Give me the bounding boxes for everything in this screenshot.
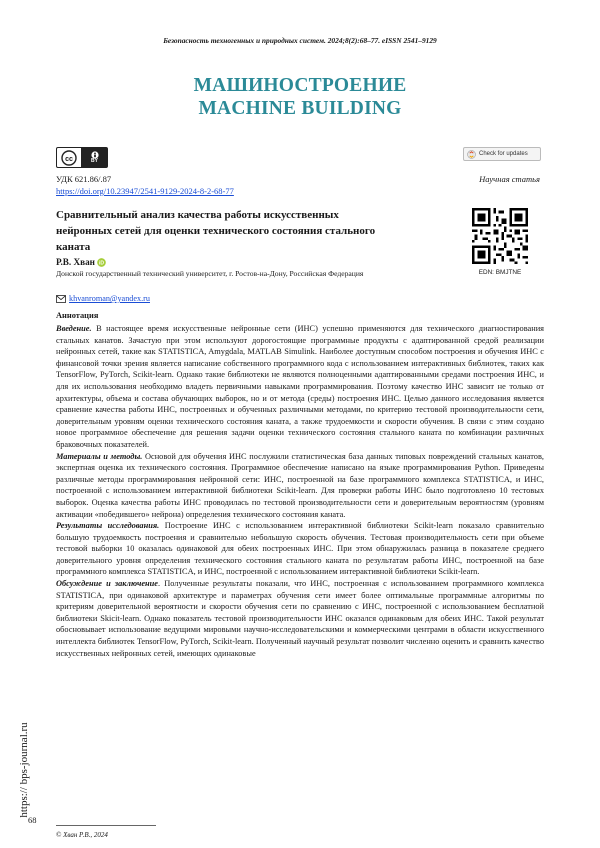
email-link[interactable]: khvanroman@yandex.ru bbox=[69, 294, 150, 303]
intro-label: Введение. bbox=[56, 324, 92, 333]
abstract-intro bbox=[56, 323, 544, 451]
results-text: Построение ИНС с использованием интерактивной библиотеки Scikit-learn показало сравнительно большую трудоемкость построения и сравнительно небольшую скорость обучения. Тестовая производительность сети при объеме тестовой выборки 10 оказалась одинаковой для обеих построенных ИНС. При этом обнаружилась разница в показателе среднего доверительного уровня определения технического состояния стального каната по результатам работы ИНС, построенной на базе программного комплекса STATISTICA, и ИНС, построенной с использованием интерактивной библиотеки Scikit-learn. bbox=[56, 521, 545, 577]
affiliation: Донской государственный технический университет, г. Ростов-на-Дону, Российская Федерация bbox=[56, 269, 364, 278]
footnote-divider bbox=[56, 825, 156, 826]
journal-header: Безопасность техногенных и природных систем. 2024;8(2):68–77. eISSN 2541–9129 bbox=[163, 36, 437, 45]
email-line bbox=[56, 294, 150, 303]
author-line bbox=[56, 257, 106, 267]
section-title-ru: МАШИНОСТРОЕНИЕ bbox=[193, 75, 407, 96]
by-label: BY bbox=[91, 158, 98, 164]
section-title-en: MACHINE BUILDING bbox=[198, 98, 402, 119]
article-title: Сравнительный анализ качества работы искусственных нейронных сетей для оценки технического состояния стального каната bbox=[56, 209, 376, 253]
abstract-discussion bbox=[56, 578, 544, 659]
copyright: © Хван Р.В., 2024 bbox=[56, 831, 108, 839]
svg-text:cc: cc bbox=[65, 155, 73, 163]
page-number: 68 bbox=[28, 815, 37, 825]
orcid-icon[interactable] bbox=[97, 258, 106, 267]
materials-label: Материалы и методы. bbox=[56, 451, 143, 461]
check-updates-label: Check for updates bbox=[479, 151, 528, 157]
udk-code: УДК 621.86/.87 bbox=[56, 174, 112, 184]
doi-link[interactable]: https://doi.org/10.23947/2541-9129-2024-8-2-68-77 bbox=[56, 186, 234, 196]
check-updates-button[interactable] bbox=[463, 147, 541, 161]
discussion-text: . Полученные результаты показали, что ИНС, построенная с использованием программного комплекса STATISTICA, при одинаковой архитектуре и параметрах обучения сети имеет более оптимальные программные алгоритмы по критериям доверительной вероятности и скорости обучения сети по сравнению с ИНС, построенной с использованием бесплатной библиотеки Skicit-learn. Однако показатель тестовой производительности ИНС оказался одинаковым для обеих ИНС. Такой результат обосновывает использование ведущими мировыми научно-исследовательскими и коммерческими центрами в области искусственного интеллекта библиотек TensorFlow, PyTorch, Scikit-learn. Полученный научный результат позволит численно оценить и сравнить качество искусственных нейронных сетей, имеющих одинаковые bbox=[56, 579, 544, 658]
license-badge[interactable] bbox=[56, 147, 108, 168]
abstract-results bbox=[56, 520, 544, 578]
qr-code-icon bbox=[472, 208, 528, 264]
intro-text: В настоящее время искусственные нейронные сети (ИНС) успешно применяются для технического диагностирования стальных канатов. Зачастую при этом используют дорогостоящие программные продукты с адаптированной средой реализации нейронных сетей, такие как STATISTICA, Amygdala, MATLAB Simulink. Наиболее доступным способом построения и обучения ИНС с финансовой точки зрения является написание собственного программного кода с использованием интерактивных библиотек, таких как TensorFlow, PyTorch, Scikit-learn. Однако такие библиотеки не являются полноценными адаптированными средами построения ИНС, и для их использования необходимо владеть первичными навыками программирования. Поэтому качество ИНС зависит не только от архитектуры, объема и состава обучающих выборок, но и от метода (среды) построения ИНС. Целью данного исследования является сравнение качества работы ИНС, построенных и обученных различными методами, по критерию тестовой производительности сети, доверительным уровням оценки технического состояния каната, а также трудоемкости и скорости обучения. В связи с этим создано новое программное обеспечение для решения задачи оценки технического состояния стального каната по комбинации различных браковочных показателей. bbox=[56, 324, 544, 449]
annotation-heading: Аннотация bbox=[56, 311, 99, 320]
section-title bbox=[0, 74, 600, 120]
author-name: Р.В. Хван bbox=[56, 257, 95, 267]
cc-by-icon bbox=[57, 148, 82, 167]
materials-text: Основой для обучения ИНС послужили статистическая база данных типовых повреждений стальных канатов, экспертная оценка их технического состояния. Программное обеспечение написано на языке программирования Python. Приведены различные методы программирования нейронной сети: ИНС, построенной на базе программного комплекса STATISTICA, и ИНС, построенной с использованием интерактивной библиотеки Scikit-learn. Для проверки работы ИНС было подготовлено 10 тестовых выборок. Оценка качества работы ИНС проводилась по тестовой производительности сети и доверительным вероятностям (уровням активации «победившего» нейрона) определения технического состояния каната. bbox=[56, 451, 544, 519]
article-type: Научная статья bbox=[479, 174, 540, 184]
svg-text:iD: iD bbox=[98, 260, 104, 267]
discussion-label: Обсуждение и заключение bbox=[56, 579, 159, 589]
envelope-icon bbox=[56, 295, 66, 303]
abstract bbox=[56, 323, 544, 659]
check-updates-icon bbox=[467, 150, 476, 159]
side-url-text: https:// bps-journal.ru bbox=[18, 722, 30, 818]
abstract-materials bbox=[56, 451, 544, 521]
edn-label: EDN: BMJTNE bbox=[478, 269, 522, 276]
results-label: Результаты исследования. bbox=[56, 521, 160, 531]
